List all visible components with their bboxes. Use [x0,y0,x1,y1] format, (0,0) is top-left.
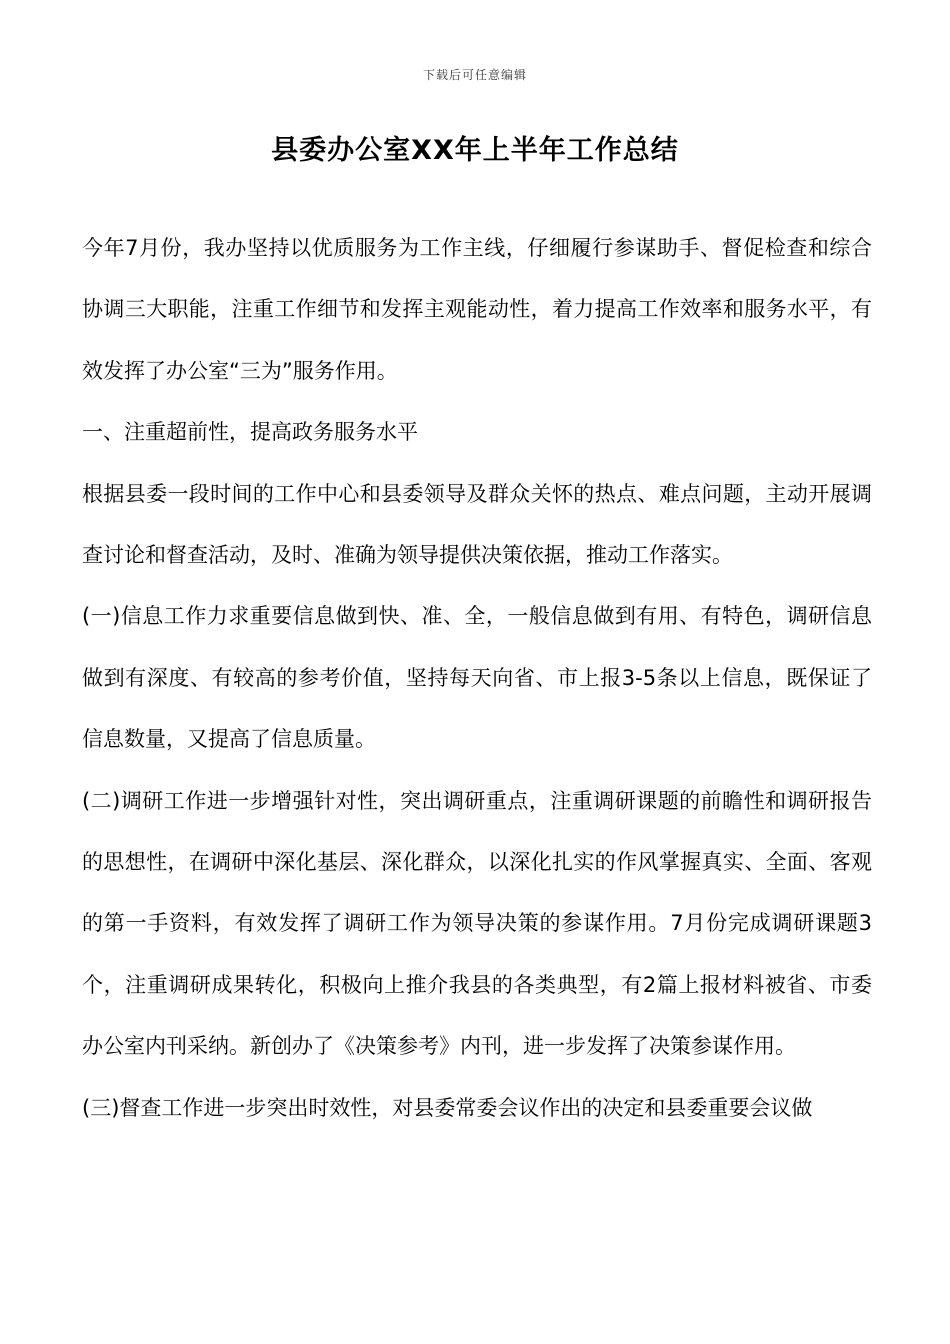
paragraph-section-1: 根据县委一段时间的工作中心和县委领导及群众关怀的热点、难点问题，主动开展调查讨论和督查活动，及时、准确为领导提供决策依据，推动工作落实。 [82,481,872,568]
document-body [82,218,872,1139]
paragraph-research-work: (二)调研工作进一步增强针对性，突出调研重点，注重调研课题的前瞻性和调研报告的思想性，在调研中深化基层、深化群众，以深化扎实的作风掌握真实、全面、客观的第一手资料，有效发挥了调研工作为领导决策的参谋作用。7月份完成调研课题3个，注重调研成果转化，积极向上推介我县的各类典型，有2篇上报材料被省、市委办公室内刊采纳。新创办了《决策参考》内刊，进一步发挥了决策参谋作用。 [82,788,872,1059]
document-title: 县委办公室XX年上半年工作总结 [271,135,679,166]
section-heading-1: 一、注重超前性，提高政务服务水平 [82,420,418,445]
header-note: 下载后可任意编辑 [422,68,527,82]
paragraph-intro: 今年7月份，我办坚持以优质服务为工作主线，仔细履行参谋助手、督促检查和综合协调三大职能，注重工作细节和发挥主观能动性，着力提高工作效率和服务水平，有效发挥了办公室“三为”服务作用。 [82,236,872,383]
paragraph-supervision-work: (三)督查工作进一步突出时效性，对县委常委会议作出的决定和县委重要会议做 [82,1095,813,1120]
paragraph-info-work: (一)信息工作力求重要信息做到快、准、全，一般信息做到有用、有特色，调研信息做到有深度、有较高的参考价值，坚持每天向省、市上报3-5条以上信息，既保证了信息数量，又提高了信息质量。 [82,604,872,752]
